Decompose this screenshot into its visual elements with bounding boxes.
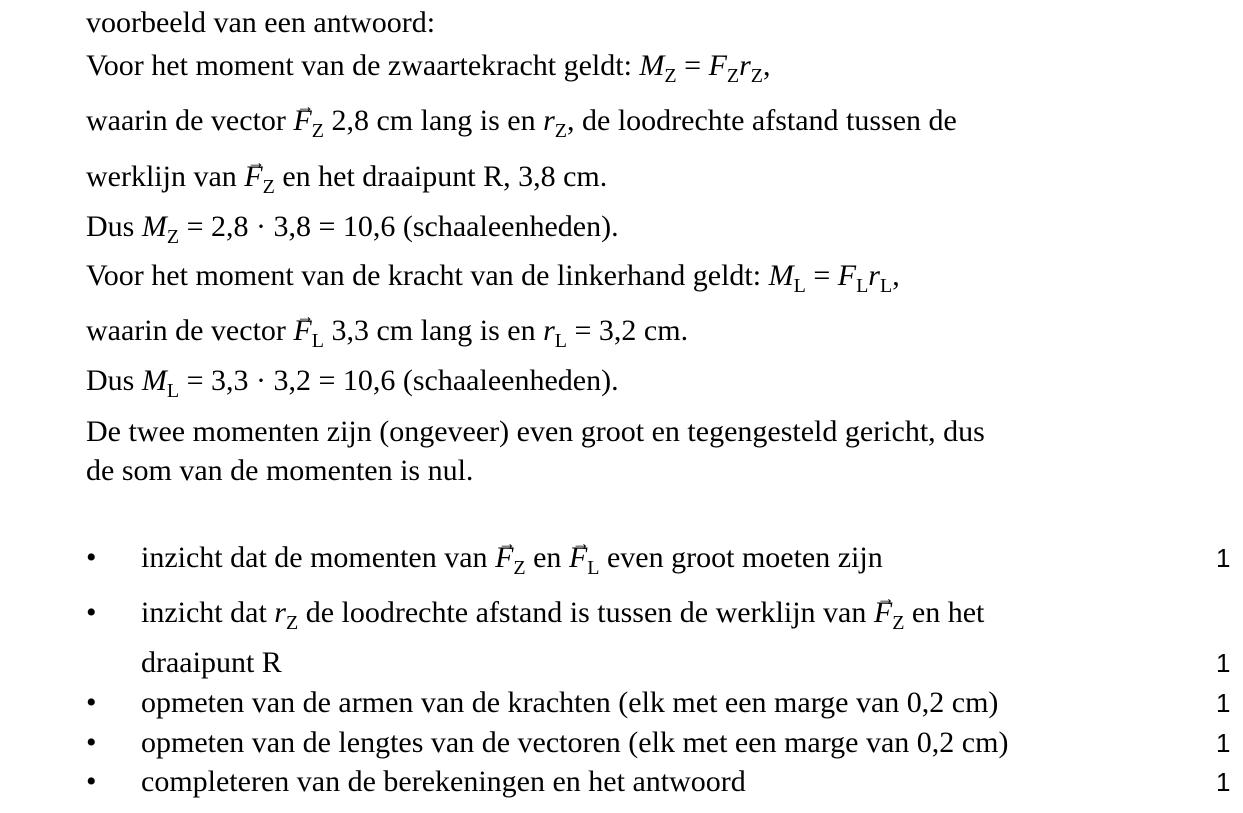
line-text: Dus — [86, 364, 135, 397]
answer-line-4 — [86, 210, 619, 247]
criterion-1-score: 1 — [1216, 543, 1231, 573]
line-text: de som van de momenten is nul. — [86, 454, 474, 487]
line-text: waarin de vector — [86, 104, 286, 137]
intro-line — [86, 6, 435, 40]
criterion-2-cont: draaipunt R — [141, 646, 282, 679]
bullet-icon: • — [86, 541, 97, 574]
vector-fl: → $F_L$ — [293, 314, 324, 347]
line-text: lang is en — [420, 104, 536, 137]
answer-line-1 — [86, 49, 771, 86]
symbol-ml: $M_L$ — [141, 364, 180, 402]
answer-line-5 — [86, 259, 900, 296]
answer-line-2 — [86, 104, 957, 141]
line-text: = 3,3 · 3,2 = 10,6 (schaaleenheden). — [186, 364, 619, 397]
symbol-mz: $M_Z$ — [141, 210, 180, 248]
criterion-4-score: 1 — [1216, 728, 1231, 758]
bullet-icon: • — [86, 686, 97, 719]
vector-fz: → $F_Z$ — [874, 596, 905, 629]
criterion-3: opmeten van de armen van de krachten (elk met een marge van 0,2 cm) — [141, 686, 999, 719]
answer-line-9 — [86, 454, 473, 488]
criterion-3-score: 1 — [1216, 688, 1231, 718]
bullet-icon: • — [86, 765, 97, 798]
symbol-rl: $r_L$ — [543, 314, 567, 352]
line-text: de loodrechte afstand tussen de — [582, 104, 957, 137]
value-text: 2,8 cm — [331, 104, 414, 137]
answer-line-7 — [86, 364, 619, 401]
answer-line-3 — [86, 160, 607, 197]
criterion-5-score: 1 — [1216, 767, 1231, 797]
criterion-1: inzicht dat de momenten van → $F_Z$ en → $F_L$ even groot moeten zijn — [141, 541, 883, 578]
vector-fz: → $F_Z$ — [244, 160, 275, 193]
bullet-icon: • — [86, 596, 97, 629]
symbol-rz: $r_Z$, — [543, 104, 575, 142]
line-text: De twee momenten zijn (ongeveer) even groot en tegengesteld gericht, dus — [86, 415, 985, 448]
formula-mz: $M_Z = F_Zr_Z$, — [639, 49, 771, 87]
criterion-4: opmeten van de lengtes van de vectoren (elk met een marge van 0,2 cm) — [141, 726, 1009, 759]
criterion-2: inzicht dat $r_Z$ de loodrechte afstand is tussen de werklijn van → $F_Z$ en het — [141, 596, 984, 633]
line-text: = 3,2 cm. — [574, 314, 689, 347]
line-text: werklijn van — [86, 160, 237, 193]
line-text: lang is en — [420, 314, 536, 347]
line-text: = 2,8 · 3,8 = 10,6 (schaaleenheden). — [186, 210, 619, 243]
criterion-5: completeren van de berekeningen en het antwoord — [141, 765, 746, 798]
value-text: 3,3 cm — [331, 314, 414, 347]
formula-ml: $M_L = F_Lr_L$, — [768, 259, 900, 297]
line-text: waarin de vector — [86, 314, 286, 347]
symbol-rz: $r_Z$ — [274, 596, 299, 634]
answer-line-6 — [86, 314, 688, 351]
vector-fz: → $F_Z$ — [293, 104, 324, 137]
criterion-2-score: 1 — [1216, 648, 1231, 678]
vector-fz: → $F_Z$ — [495, 541, 526, 574]
vector-fl: → $F_L$ — [569, 541, 600, 574]
line-text: Dus — [86, 210, 135, 243]
intro-text: voorbeeld van een antwoord: — [86, 6, 436, 39]
line-text: Voor het moment van de kracht van de linkerhand geldt: — [86, 259, 762, 292]
line-text: Voor het moment van de zwaartekracht geldt: — [86, 49, 632, 82]
answer-line-8 — [86, 415, 985, 449]
bullet-icon: • — [86, 726, 97, 759]
line-text: en het draaipunt R, 3,8 cm. — [282, 160, 608, 193]
